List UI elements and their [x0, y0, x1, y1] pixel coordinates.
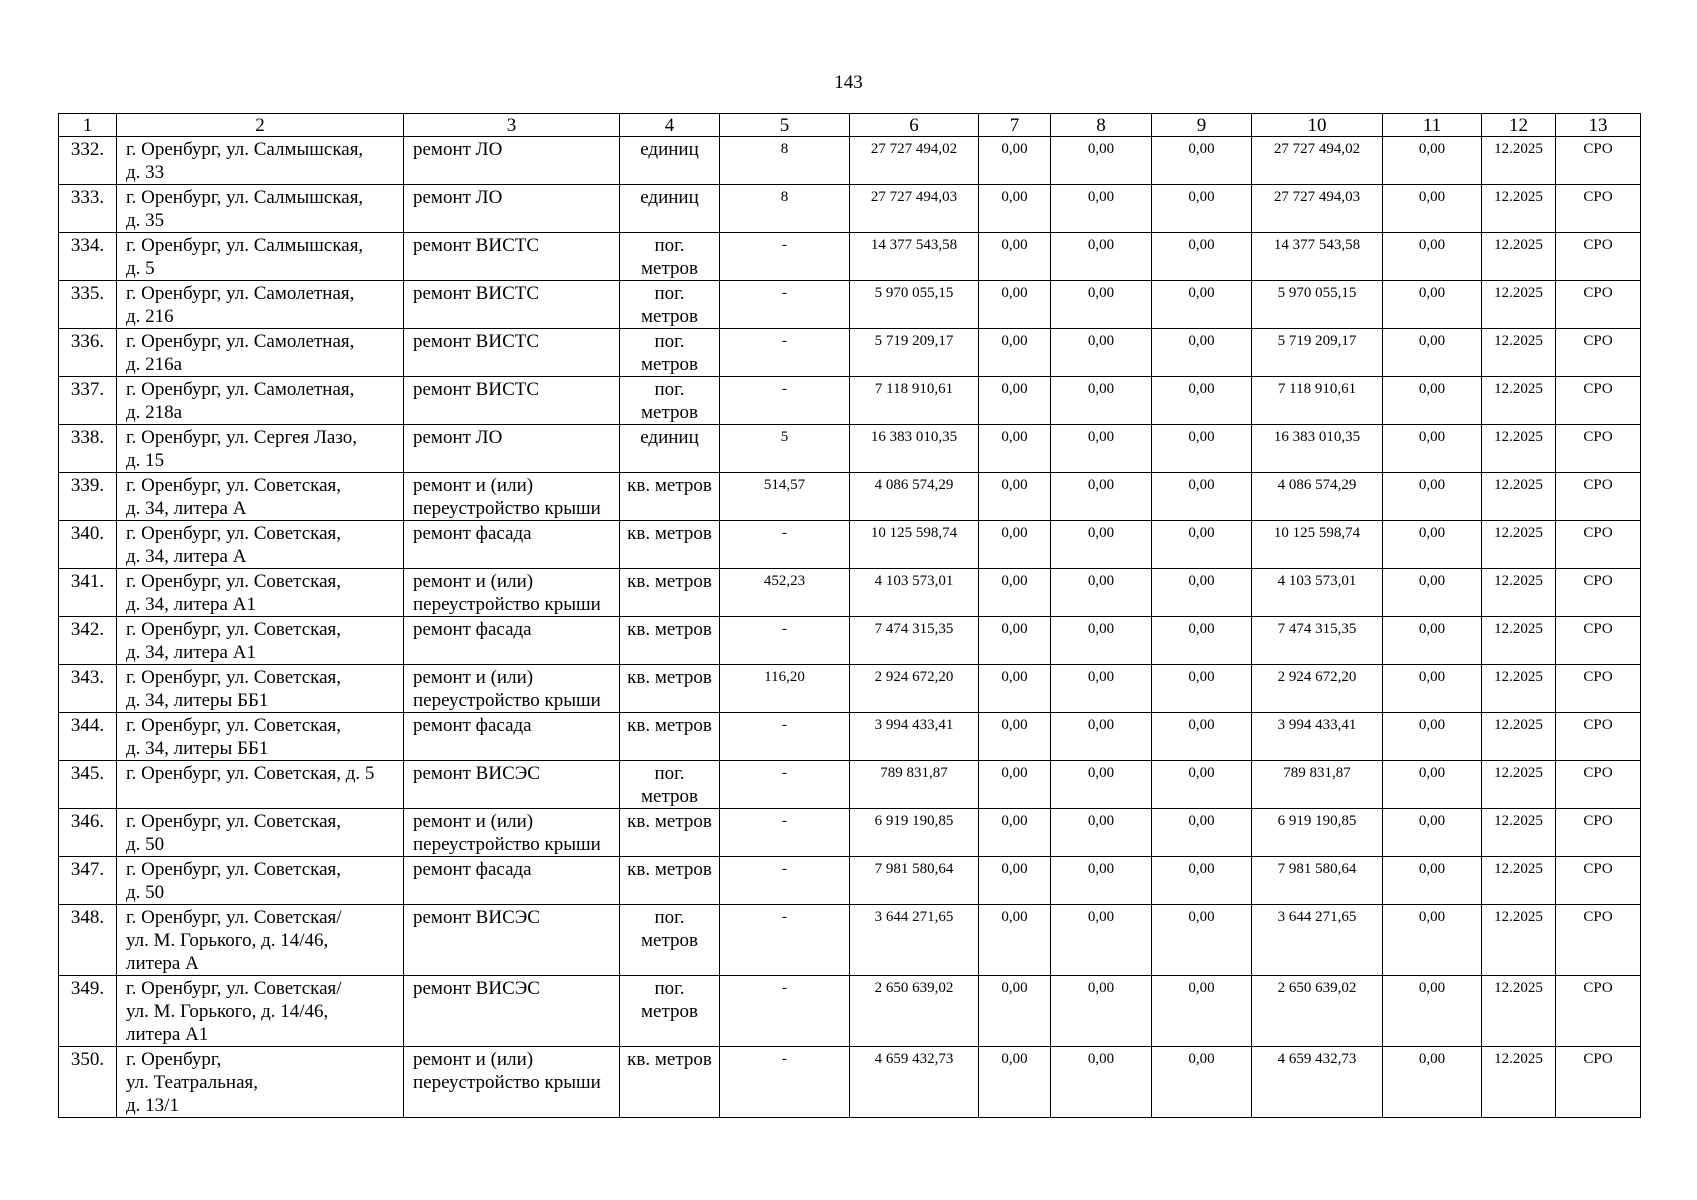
page-number: 143: [834, 72, 863, 93]
cell-deadline: 12.2025: [1482, 976, 1556, 1047]
column-header: 13: [1556, 114, 1641, 137]
cell-specific-cost: 0,00: [1383, 137, 1482, 185]
cell-fund-federal: 0,00: [979, 473, 1051, 521]
cell-fund-owners: 7 474 315,35: [1252, 617, 1383, 665]
cell-row-number: 345.: [59, 761, 117, 809]
cell-work-type: ремонт и (или) переустройство крыши: [404, 665, 620, 713]
cell-work-type: ремонт ВИСЭС: [404, 976, 620, 1047]
cell-specific-cost: 0,00: [1383, 617, 1482, 665]
cell-volume: -: [720, 809, 850, 857]
cell-fund-regional: 0,00: [1051, 713, 1152, 761]
cell-specific-cost: 0,00: [1383, 665, 1482, 713]
cell-unit: пог. метров: [620, 329, 720, 377]
cell-deadline: 12.2025: [1482, 665, 1556, 713]
cell-fund-federal: 0,00: [979, 281, 1051, 329]
cell-deadline: 12.2025: [1482, 377, 1556, 425]
cell-total-cost: 16 383 010,35: [850, 425, 979, 473]
table-row: [59, 185, 1641, 233]
column-header: 1: [59, 114, 117, 137]
cell-unit: кв. метров: [620, 665, 720, 713]
cell-unit: кв. метров: [620, 713, 720, 761]
cell-volume: 116,20: [720, 665, 850, 713]
cell-volume: 8: [720, 137, 850, 185]
cell-address: г. Оренбург, ул. Театральная, д. 13/1: [117, 1047, 404, 1118]
cell-fund-federal: 0,00: [979, 137, 1051, 185]
cell-work-type: ремонт ВИСТС: [404, 377, 620, 425]
cell-unit: кв. метров: [620, 617, 720, 665]
cell-volume: -: [720, 976, 850, 1047]
cell-total-cost: 4 086 574,29: [850, 473, 979, 521]
table-row: [59, 377, 1641, 425]
cell-fund-local: 0,00: [1152, 617, 1252, 665]
table-row: [59, 976, 1641, 1047]
cell-address: г. Оренбург, ул. Салмышская, д. 33: [117, 137, 404, 185]
cell-unit: единиц: [620, 137, 720, 185]
table-row: [59, 233, 1641, 281]
cell-total-cost: 7 474 315,35: [850, 617, 979, 665]
cell-work-type: ремонт ВИСЭС: [404, 905, 620, 976]
cell-work-type: ремонт ЛО: [404, 137, 620, 185]
cell-unit: кв. метров: [620, 521, 720, 569]
cell-fund-regional: 0,00: [1051, 976, 1152, 1047]
cell-total-cost: 7 981 580,64: [850, 857, 979, 905]
cell-fund-regional: 0,00: [1051, 569, 1152, 617]
cell-address: г. Оренбург, ул. Советская, д. 34, литеры ББ1: [117, 665, 404, 713]
cell-volume: -: [720, 1047, 850, 1118]
cell-total-cost: 27 727 494,03: [850, 185, 979, 233]
cell-fund-federal: 0,00: [979, 377, 1051, 425]
cell-unit: кв. метров: [620, 569, 720, 617]
cell-row-number: 342.: [59, 617, 117, 665]
cell-fund-local: 0,00: [1152, 521, 1252, 569]
cell-deadline: 12.2025: [1482, 473, 1556, 521]
cell-total-cost: 27 727 494,02: [850, 137, 979, 185]
table-row: [59, 329, 1641, 377]
cell-unit: пог. метров: [620, 377, 720, 425]
cell-work-type: ремонт фасада: [404, 617, 620, 665]
cell-work-type: ремонт фасада: [404, 857, 620, 905]
cell-row-number: 346.: [59, 809, 117, 857]
table-row: [59, 569, 1641, 617]
cell-specific-cost: 0,00: [1383, 521, 1482, 569]
table-row: [59, 761, 1641, 809]
cell-unit: пог. метров: [620, 761, 720, 809]
table-row: [59, 425, 1641, 473]
cell-row-number: 340.: [59, 521, 117, 569]
cell-volume: -: [720, 281, 850, 329]
table-header: [59, 114, 1641, 137]
cell-method: СРО: [1556, 976, 1641, 1047]
cell-volume: 514,57: [720, 473, 850, 521]
cell-address: г. Оренбург, ул. Советская, д. 34, литера А1: [117, 569, 404, 617]
cell-total-cost: 3 994 433,41: [850, 713, 979, 761]
cell-work-type: ремонт и (или) переустройство крыши: [404, 473, 620, 521]
cell-fund-local: 0,00: [1152, 377, 1252, 425]
cell-address: г. Оренбург, ул. Сергея Лазо, д. 15: [117, 425, 404, 473]
cell-unit: единиц: [620, 185, 720, 233]
cell-work-type: ремонт ЛО: [404, 185, 620, 233]
cell-specific-cost: 0,00: [1383, 1047, 1482, 1118]
header-row: [59, 114, 1641, 137]
cell-specific-cost: 0,00: [1383, 976, 1482, 1047]
cell-unit: пог. метров: [620, 281, 720, 329]
cell-volume: -: [720, 377, 850, 425]
cell-volume: -: [720, 857, 850, 905]
cell-row-number: 343.: [59, 665, 117, 713]
cell-method: СРО: [1556, 377, 1641, 425]
cell-fund-regional: 0,00: [1051, 473, 1152, 521]
cell-unit: кв. метров: [620, 857, 720, 905]
cell-row-number: 349.: [59, 976, 117, 1047]
cell-row-number: 332.: [59, 137, 117, 185]
cell-method: СРО: [1556, 425, 1641, 473]
cell-fund-federal: 0,00: [979, 425, 1051, 473]
cell-fund-local: 0,00: [1152, 857, 1252, 905]
cell-row-number: 338.: [59, 425, 117, 473]
cell-fund-regional: 0,00: [1051, 377, 1152, 425]
cell-fund-federal: 0,00: [979, 521, 1051, 569]
column-header: 7: [979, 114, 1051, 137]
cell-deadline: 12.2025: [1482, 329, 1556, 377]
column-header: 4: [620, 114, 720, 137]
cell-row-number: 335.: [59, 281, 117, 329]
cell-fund-owners: 5 970 055,15: [1252, 281, 1383, 329]
cell-row-number: 341.: [59, 569, 117, 617]
cell-specific-cost: 0,00: [1383, 473, 1482, 521]
cell-work-type: ремонт фасада: [404, 713, 620, 761]
cell-fund-local: 0,00: [1152, 976, 1252, 1047]
cell-volume: 452,23: [720, 569, 850, 617]
cell-fund-owners: 2 924 672,20: [1252, 665, 1383, 713]
table-row: [59, 809, 1641, 857]
cell-fund-owners: 4 103 573,01: [1252, 569, 1383, 617]
cell-fund-local: 0,00: [1152, 137, 1252, 185]
cell-fund-federal: 0,00: [979, 713, 1051, 761]
cell-volume: 5: [720, 425, 850, 473]
table-row: [59, 665, 1641, 713]
cell-deadline: 12.2025: [1482, 1047, 1556, 1118]
cell-fund-owners: 2 650 639,02: [1252, 976, 1383, 1047]
table-row: [59, 713, 1641, 761]
cell-specific-cost: 0,00: [1383, 281, 1482, 329]
cell-total-cost: 2 650 639,02: [850, 976, 979, 1047]
cell-row-number: 339.: [59, 473, 117, 521]
cell-fund-owners: 4 086 574,29: [1252, 473, 1383, 521]
cell-unit: пог. метров: [620, 905, 720, 976]
cell-deadline: 12.2025: [1482, 569, 1556, 617]
cell-fund-owners: 789 831,87: [1252, 761, 1383, 809]
cell-volume: -: [720, 617, 850, 665]
cell-method: СРО: [1556, 281, 1641, 329]
cell-fund-owners: 27 727 494,03: [1252, 185, 1383, 233]
cell-method: СРО: [1556, 617, 1641, 665]
cell-fund-federal: 0,00: [979, 233, 1051, 281]
cell-fund-owners: 14 377 543,58: [1252, 233, 1383, 281]
cell-work-type: ремонт ВИСЭС: [404, 761, 620, 809]
column-header: 2: [117, 114, 404, 137]
cell-deadline: 12.2025: [1482, 233, 1556, 281]
cell-fund-regional: 0,00: [1051, 329, 1152, 377]
cell-fund-regional: 0,00: [1051, 233, 1152, 281]
table-row: [59, 905, 1641, 976]
cell-deadline: 12.2025: [1482, 521, 1556, 569]
cell-fund-local: 0,00: [1152, 473, 1252, 521]
cell-fund-local: 0,00: [1152, 233, 1252, 281]
cell-fund-local: 0,00: [1152, 905, 1252, 976]
cell-fund-federal: 0,00: [979, 905, 1051, 976]
cell-work-type: ремонт фасада: [404, 521, 620, 569]
table-row: [59, 281, 1641, 329]
cell-total-cost: 10 125 598,74: [850, 521, 979, 569]
cell-fund-federal: 0,00: [979, 976, 1051, 1047]
cell-address: г. Оренбург, ул. Самолетная, д. 216: [117, 281, 404, 329]
cell-method: СРО: [1556, 569, 1641, 617]
cell-address: г. Оренбург, ул. Советская, д. 34, литеры ББ1: [117, 713, 404, 761]
cell-fund-local: 0,00: [1152, 569, 1252, 617]
cell-total-cost: 5 719 209,17: [850, 329, 979, 377]
cell-total-cost: 14 377 543,58: [850, 233, 979, 281]
column-header: 11: [1383, 114, 1482, 137]
cell-specific-cost: 0,00: [1383, 329, 1482, 377]
cell-fund-federal: 0,00: [979, 665, 1051, 713]
cell-method: СРО: [1556, 473, 1641, 521]
cell-fund-regional: 0,00: [1051, 905, 1152, 976]
cell-address: г. Оренбург, ул. Салмышская, д. 35: [117, 185, 404, 233]
cell-deadline: 12.2025: [1482, 185, 1556, 233]
cell-volume: -: [720, 713, 850, 761]
table-body: [59, 137, 1641, 1118]
cell-row-number: 344.: [59, 713, 117, 761]
cell-deadline: 12.2025: [1482, 809, 1556, 857]
cell-address: г. Оренбург, ул. Салмышская, д. 5: [117, 233, 404, 281]
table-row: [59, 473, 1641, 521]
cell-volume: -: [720, 329, 850, 377]
cell-total-cost: 2 924 672,20: [850, 665, 979, 713]
cell-address: г. Оренбург, ул. Советская, д. 34, литера А: [117, 521, 404, 569]
cell-fund-owners: 3 644 271,65: [1252, 905, 1383, 976]
cell-deadline: 12.2025: [1482, 761, 1556, 809]
cell-address: г. Оренбург, ул. Советская, д. 34, литера А: [117, 473, 404, 521]
cell-unit: кв. метров: [620, 473, 720, 521]
cell-fund-federal: 0,00: [979, 1047, 1051, 1118]
cell-fund-local: 0,00: [1152, 1047, 1252, 1118]
cell-fund-owners: 4 659 432,73: [1252, 1047, 1383, 1118]
cell-total-cost: 5 970 055,15: [850, 281, 979, 329]
cell-method: СРО: [1556, 185, 1641, 233]
cell-row-number: 337.: [59, 377, 117, 425]
cell-fund-regional: 0,00: [1051, 665, 1152, 713]
cell-address: г. Оренбург, ул. Советская, д. 50: [117, 857, 404, 905]
table-row: [59, 521, 1641, 569]
cell-method: СРО: [1556, 713, 1641, 761]
cell-row-number: 333.: [59, 185, 117, 233]
column-header: 6: [850, 114, 979, 137]
cell-address: г. Оренбург, ул. Советская/ ул. М. Горького, д. 14/46, литера А: [117, 905, 404, 976]
cell-unit: кв. метров: [620, 1047, 720, 1118]
table-row: [59, 1047, 1641, 1118]
cell-fund-regional: 0,00: [1051, 281, 1152, 329]
cell-fund-regional: 0,00: [1051, 137, 1152, 185]
cell-address: г. Оренбург, ул. Советская, д. 50: [117, 809, 404, 857]
cell-fund-local: 0,00: [1152, 809, 1252, 857]
cell-fund-regional: 0,00: [1051, 425, 1152, 473]
cell-fund-regional: 0,00: [1051, 809, 1152, 857]
cell-address: г. Оренбург, ул. Самолетная, д. 218а: [117, 377, 404, 425]
cell-fund-local: 0,00: [1152, 185, 1252, 233]
cell-specific-cost: 0,00: [1383, 233, 1482, 281]
cell-volume: -: [720, 521, 850, 569]
cell-fund-federal: 0,00: [979, 761, 1051, 809]
cell-method: СРО: [1556, 233, 1641, 281]
cell-fund-regional: 0,00: [1051, 617, 1152, 665]
cell-total-cost: 7 118 910,61: [850, 377, 979, 425]
cell-total-cost: 3 644 271,65: [850, 905, 979, 976]
column-header: 9: [1152, 114, 1252, 137]
cell-fund-owners: 6 919 190,85: [1252, 809, 1383, 857]
cell-specific-cost: 0,00: [1383, 905, 1482, 976]
cell-fund-local: 0,00: [1152, 329, 1252, 377]
cell-total-cost: 4 103 573,01: [850, 569, 979, 617]
cell-specific-cost: 0,00: [1383, 185, 1482, 233]
cell-method: СРО: [1556, 857, 1641, 905]
cell-deadline: 12.2025: [1482, 713, 1556, 761]
cell-fund-federal: 0,00: [979, 617, 1051, 665]
cell-row-number: 348.: [59, 905, 117, 976]
cell-fund-local: 0,00: [1152, 665, 1252, 713]
cell-deadline: 12.2025: [1482, 905, 1556, 976]
cell-deadline: 12.2025: [1482, 857, 1556, 905]
cell-method: СРО: [1556, 329, 1641, 377]
cell-row-number: 347.: [59, 857, 117, 905]
cell-fund-owners: 7 981 580,64: [1252, 857, 1383, 905]
cell-method: СРО: [1556, 905, 1641, 976]
capital-repair-table: [58, 113, 1641, 1118]
cell-deadline: 12.2025: [1482, 425, 1556, 473]
cell-unit: единиц: [620, 425, 720, 473]
cell-fund-local: 0,00: [1152, 425, 1252, 473]
cell-work-type: ремонт ЛО: [404, 425, 620, 473]
cell-work-type: ремонт и (или) переустройство крыши: [404, 569, 620, 617]
cell-address: г. Оренбург, ул. Советская, д. 34, литера А1: [117, 617, 404, 665]
cell-method: СРО: [1556, 521, 1641, 569]
cell-work-type: ремонт ВИСТС: [404, 281, 620, 329]
cell-deadline: 12.2025: [1482, 281, 1556, 329]
column-header: 5: [720, 114, 850, 137]
cell-fund-owners: 16 383 010,35: [1252, 425, 1383, 473]
cell-row-number: 334.: [59, 233, 117, 281]
column-header: 12: [1482, 114, 1556, 137]
cell-unit: пог. метров: [620, 233, 720, 281]
cell-unit: кв. метров: [620, 809, 720, 857]
column-header: 3: [404, 114, 620, 137]
column-header: 10: [1252, 114, 1383, 137]
cell-total-cost: 6 919 190,85: [850, 809, 979, 857]
table-row: [59, 857, 1641, 905]
cell-total-cost: 4 659 432,73: [850, 1047, 979, 1118]
cell-deadline: 12.2025: [1482, 617, 1556, 665]
cell-fund-federal: 0,00: [979, 857, 1051, 905]
cell-work-type: ремонт ВИСТС: [404, 233, 620, 281]
cell-specific-cost: 0,00: [1383, 713, 1482, 761]
cell-address: г. Оренбург, ул. Советская/ ул. М. Горького, д. 14/46, литера А1: [117, 976, 404, 1047]
cell-fund-owners: 10 125 598,74: [1252, 521, 1383, 569]
table-row: [59, 137, 1641, 185]
cell-address: г. Оренбург, ул. Советская, д. 5: [117, 761, 404, 809]
cell-fund-regional: 0,00: [1051, 521, 1152, 569]
cell-unit: пог. метров: [620, 976, 720, 1047]
cell-specific-cost: 0,00: [1383, 857, 1482, 905]
cell-fund-owners: 5 719 209,17: [1252, 329, 1383, 377]
cell-specific-cost: 0,00: [1383, 569, 1482, 617]
cell-fund-regional: 0,00: [1051, 185, 1152, 233]
cell-volume: -: [720, 761, 850, 809]
cell-work-type: ремонт и (или) переустройство крыши: [404, 809, 620, 857]
cell-fund-regional: 0,00: [1051, 1047, 1152, 1118]
cell-total-cost: 789 831,87: [850, 761, 979, 809]
cell-fund-local: 0,00: [1152, 761, 1252, 809]
cell-row-number: 336.: [59, 329, 117, 377]
cell-method: СРО: [1556, 1047, 1641, 1118]
cell-address: г. Оренбург, ул. Самолетная, д. 216а: [117, 329, 404, 377]
cell-row-number: 350.: [59, 1047, 117, 1118]
cell-method: СРО: [1556, 809, 1641, 857]
cell-fund-federal: 0,00: [979, 185, 1051, 233]
cell-work-type: ремонт и (или) переустройство крыши: [404, 1047, 620, 1118]
cell-specific-cost: 0,00: [1383, 377, 1482, 425]
cell-fund-regional: 0,00: [1051, 857, 1152, 905]
cell-volume: -: [720, 233, 850, 281]
cell-fund-local: 0,00: [1152, 281, 1252, 329]
cell-fund-federal: 0,00: [979, 569, 1051, 617]
cell-deadline: 12.2025: [1482, 137, 1556, 185]
cell-volume: 8: [720, 185, 850, 233]
cell-fund-local: 0,00: [1152, 713, 1252, 761]
cell-specific-cost: 0,00: [1383, 425, 1482, 473]
cell-fund-federal: 0,00: [979, 329, 1051, 377]
cell-method: СРО: [1556, 665, 1641, 713]
cell-work-type: ремонт ВИСТС: [404, 329, 620, 377]
cell-specific-cost: 0,00: [1383, 809, 1482, 857]
cell-fund-regional: 0,00: [1051, 761, 1152, 809]
cell-volume: -: [720, 905, 850, 976]
table-row: [59, 617, 1641, 665]
cell-method: СРО: [1556, 137, 1641, 185]
cell-fund-owners: 3 994 433,41: [1252, 713, 1383, 761]
cell-fund-owners: 27 727 494,02: [1252, 137, 1383, 185]
column-header: 8: [1051, 114, 1152, 137]
cell-method: СРО: [1556, 761, 1641, 809]
cell-fund-owners: 7 118 910,61: [1252, 377, 1383, 425]
cell-fund-federal: 0,00: [979, 809, 1051, 857]
cell-specific-cost: 0,00: [1383, 761, 1482, 809]
